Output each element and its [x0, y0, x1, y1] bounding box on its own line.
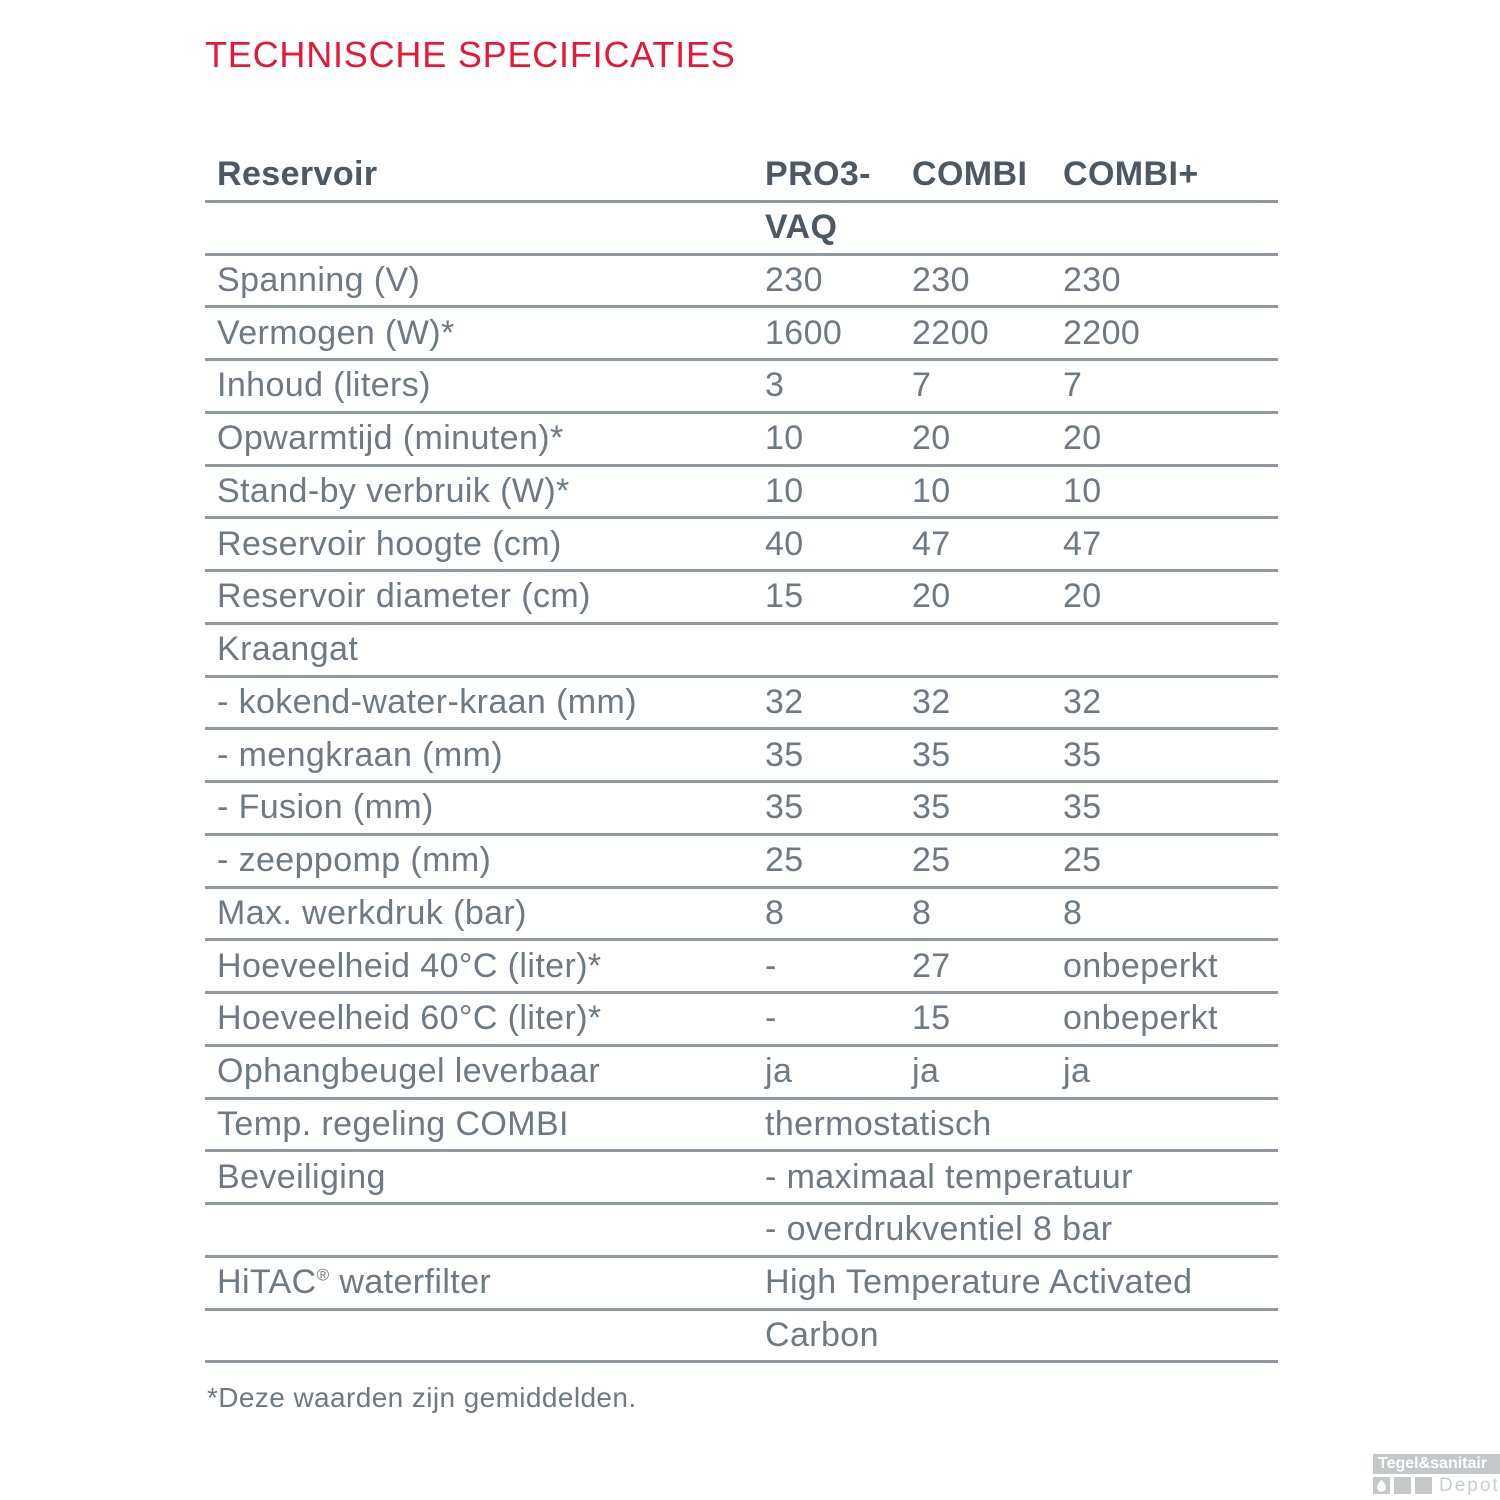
row-value: - [765, 999, 777, 1038]
row-value: 2200 [912, 313, 990, 352]
brand-logo-row [1373, 1477, 1500, 1494]
row-label: Reservoir hoogte (cm) [217, 524, 562, 563]
row-value: 10 [912, 471, 951, 510]
row-label: - zeeppomp (mm) [217, 841, 492, 880]
row-value: 27 [912, 946, 951, 985]
row-value: ja [1063, 1052, 1091, 1091]
row-value: onbeperkt [1063, 946, 1218, 985]
table-header-row-1 [205, 150, 1278, 203]
row-value: 7 [912, 366, 932, 405]
water-drop-icon [1376, 1479, 1387, 1492]
row-value: - [765, 946, 777, 985]
row-label: Reservoir diameter (cm) [217, 577, 591, 616]
table-row [205, 889, 1278, 942]
row-value: 3 [765, 366, 785, 405]
table-row [205, 994, 1278, 1047]
table-footnote: *Deze waarden zijn gemiddelden. [207, 1382, 637, 1413]
row-value-span: - overdrukventiel 8 bar [765, 1210, 1113, 1249]
table-row [205, 361, 1278, 414]
table-body [205, 256, 1278, 1364]
row-value: 25 [912, 841, 951, 880]
brand-logo [1373, 1454, 1500, 1494]
row-label: HiTAC® waterfilter [217, 1263, 492, 1302]
row-label: - mengkraan (mm) [217, 735, 504, 774]
row-value: 2200 [1063, 313, 1141, 352]
brand-logo-depot: Depot [1439, 1475, 1500, 1496]
row-label: Kraangat [217, 630, 359, 669]
table-row [205, 414, 1278, 467]
row-label: Inhoud (liters) [217, 366, 431, 405]
table-row [205, 519, 1278, 572]
logo-tile [1415, 1477, 1432, 1494]
row-value-span: High Temperature Activated [765, 1263, 1193, 1302]
row-label: Hoeveelheid 40°C (liter)* [217, 946, 602, 985]
row-label: Max. werkdruk (bar) [217, 893, 527, 932]
row-label: Spanning (V) [217, 260, 421, 299]
row-value: 20 [1063, 419, 1102, 458]
row-value: 32 [1063, 682, 1102, 721]
table-row [205, 730, 1278, 783]
row-value: 35 [912, 735, 951, 774]
row-value: 25 [765, 841, 804, 880]
row-label: - Fusion (mm) [217, 788, 434, 827]
table-row [205, 941, 1278, 994]
column-header-vaq: VAQ [765, 208, 838, 247]
row-value: 40 [765, 524, 804, 563]
row-value: 20 [912, 577, 951, 616]
column-header-combi-plus: COMBI+ [1063, 155, 1199, 194]
table-row [205, 1047, 1278, 1100]
row-value: 20 [1063, 577, 1102, 616]
logo-tile [1394, 1477, 1411, 1494]
table-row [205, 1100, 1278, 1153]
table-row [205, 625, 1278, 678]
row-value: 10 [1063, 471, 1102, 510]
page-title: TECHNISCHE SPECIFICATIES [205, 34, 736, 75]
table-row [205, 308, 1278, 361]
table-row [205, 1205, 1278, 1258]
row-label: Beveiliging [217, 1157, 386, 1196]
table-row [205, 678, 1278, 731]
table-row [205, 1152, 1278, 1205]
row-value: 8 [912, 893, 932, 932]
row-value: 35 [1063, 735, 1102, 774]
table-row [205, 256, 1278, 309]
row-value: 10 [765, 419, 804, 458]
row-value-span: - maximaal temperatuur [765, 1157, 1133, 1196]
table-row [205, 467, 1278, 520]
row-label: Temp. regeling COMBI [217, 1104, 569, 1143]
table-row [205, 1311, 1278, 1364]
brand-logo-name: Tegel&sanitair [1373, 1454, 1500, 1474]
row-value: 15 [765, 577, 804, 616]
row-value-span: Carbon [765, 1315, 879, 1354]
row-value: 15 [912, 999, 951, 1038]
row-label: Stand-by verbruik (W)* [217, 471, 570, 510]
row-value: 10 [765, 471, 804, 510]
row-value: ja [765, 1052, 793, 1091]
row-value: 47 [1063, 524, 1102, 563]
row-value: 230 [912, 260, 970, 299]
table-row [205, 836, 1278, 889]
row-value: 35 [912, 788, 951, 827]
row-value: 230 [765, 260, 823, 299]
row-value: 1600 [765, 313, 843, 352]
row-value: 32 [765, 682, 804, 721]
row-value: 32 [912, 682, 951, 721]
row-value: onbeperkt [1063, 999, 1218, 1038]
row-value-span: thermostatisch [765, 1104, 992, 1143]
table-row [205, 1258, 1278, 1311]
row-value: 8 [765, 893, 785, 932]
row-value: ja [912, 1052, 940, 1091]
column-header-pro3: PRO3- [765, 155, 871, 194]
row-value: 47 [912, 524, 951, 563]
table-header-row-2 [205, 203, 1278, 256]
logo-tile-drop [1373, 1477, 1390, 1494]
row-label: - kokend-water-kraan (mm) [217, 682, 637, 721]
row-value: 230 [1063, 260, 1121, 299]
row-label: Hoeveelheid 60°C (liter)* [217, 999, 602, 1038]
table-row [205, 572, 1278, 625]
column-header-reservoir: Reservoir [217, 155, 378, 194]
column-header-combi: COMBI [912, 155, 1028, 194]
row-value: 20 [912, 419, 951, 458]
row-value: 8 [1063, 893, 1083, 932]
table-row [205, 783, 1278, 836]
row-label: Opwarmtijd (minuten)* [217, 419, 564, 458]
row-value: 35 [1063, 788, 1102, 827]
row-label: Ophangbeugel leverbaar [217, 1052, 601, 1091]
registered-trademark-symbol: ® [316, 1265, 330, 1285]
row-value: 35 [765, 788, 804, 827]
row-value: 7 [1063, 366, 1083, 405]
spec-table [205, 150, 1278, 1363]
row-value: 35 [765, 735, 804, 774]
row-value: 25 [1063, 841, 1102, 880]
row-label: Vermogen (W)* [217, 313, 455, 352]
